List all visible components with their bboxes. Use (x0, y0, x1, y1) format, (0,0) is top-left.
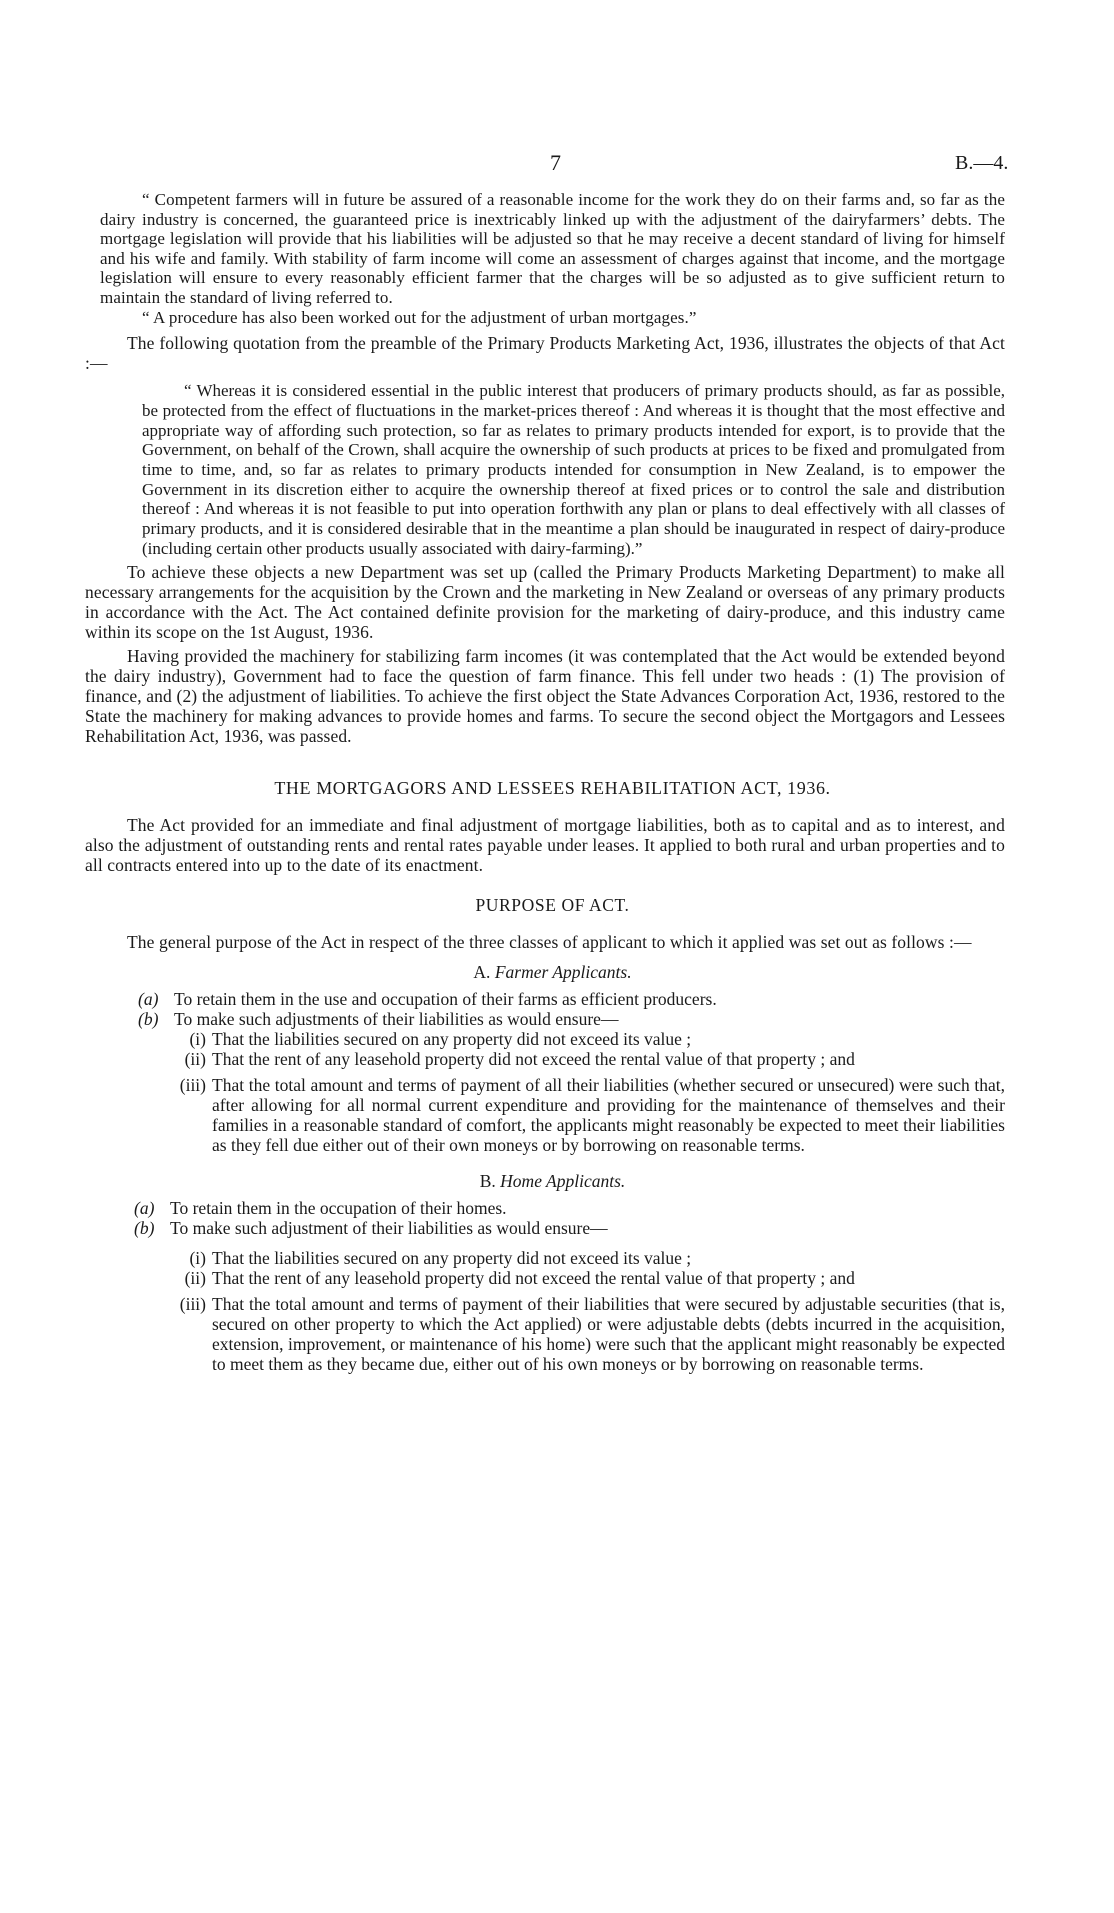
sub-text: That the total amount and terms of payment of all their liabilities (whether secured or unsecured) were such that, after allowing for all normal current expenditure and providing for the maintenance of themselves and their families in a reasonable standard of comfort, the applicants might reasonably be expected to meet their liabilities as they fell due either out of their own moneys or by borrowing on reasonable terms. (212, 1075, 1005, 1156)
farmer-letter: A. (473, 962, 491, 983)
page-header (0, 150, 1114, 180)
list-text: To make such adjustment of their liabilities as would ensure— (170, 1218, 608, 1239)
list-marker: (a) (134, 1198, 155, 1219)
list-text: To retain them in the use and occupation of their farms as efficient producers. (174, 989, 717, 1010)
home-subitem-ii (100, 1268, 1005, 1288)
paragraph-purpose: The general purpose of the Act in respect of the three classes of applicant to which it applied was set out as follows :— (127, 932, 972, 953)
quote-paragraph: “ A procedure has also been worked out for the adjustment of urban mortgages.” (142, 307, 697, 327)
farmer-applicants-heading (100, 962, 1005, 983)
sub-marker: (iii) (179, 1294, 206, 1315)
sub-marker: (i) (189, 1248, 206, 1269)
home-title: Home Applicants. (500, 1171, 626, 1192)
sub-text: That the total amount and terms of payment of their liabilities that were secured by adjustable securities (that is, secured on other property to which the Act applied) or were adjustable debts (debts incurred in the acquisition, extension, improvement, or maintenance of his home) were such that the applicant might reasonably be expected to meet them as they became due, either out of his own moneys or by borrowing on reasonable terms. (212, 1294, 1005, 1375)
sub-marker: (ii) (184, 1268, 206, 1289)
purpose-heading: PURPOSE OF ACT. (475, 895, 630, 916)
sub-text: That the liabilities secured on any property did not exceed its value ; (212, 1248, 692, 1269)
home-subitem-i (100, 1248, 1005, 1268)
section-heading: THE MORTGAGORS AND LESSEES REHABILITATION ACT, 1936. (274, 778, 831, 799)
page-number: 7 (550, 150, 561, 175)
farmer-subitem-ii (100, 1049, 1005, 1069)
list-text: To retain them in the occupation of their homes. (170, 1198, 507, 1219)
home-applicants-heading (100, 1171, 1005, 1192)
sub-text: That the liabilities secured on any property did not exceed its value ; (212, 1029, 692, 1050)
sub-text: That the rent of any leasehold property did not exceed the rental value of that property ; and (212, 1268, 855, 1289)
list-marker: (b) (138, 1009, 159, 1030)
farmer-subitem-i (100, 1029, 1005, 1049)
farmer-subitem-iii (100, 1075, 1005, 1155)
quote-block-farmers (100, 190, 1005, 327)
paragraph-act: The Act provided for an immediate and final adjustment of mortgage liabilities, both as to capital and as to interest, and also the adjustment of outstanding rents and rental rates payable under leases. It applied to both rural and urban properties and to all contracts entered into up to the date of its enactment. (85, 815, 1005, 876)
preamble-quote: “ Whereas it is considered essential in the public interest that producers of primary products should, as far as possible, be protected from the effect of fluctuations in the market-prices thereof : And whereas it is thought that the most effective and appropriate way of affording such protection, so far as relates to primary products intended for export, is to provide that the Government, on behalf of the Crown, shall acquire the ownership of such products at prices to be fixed and promulgated from time to time, and, so far as relates to primary products intended for consumption in New Zealand, is to empower the Government in its discretion either to acquire the ownership thereof at fixed prices or to control the sale and distribution thereof : And whereas it is not feasible to put into operation forthwith any plan or plans to deal effectively with all classes of primary products, and it is considered desirable that in the meantime a plan should be inaugurated in respect of dairy-produce (including certain other products usually associated with dairy-farming).” (142, 381, 1005, 558)
home-letter: B. (479, 1171, 496, 1192)
sub-marker: (iii) (179, 1075, 206, 1096)
quote-paragraph: “ Competent farmers will in future be assured of a reasonable income for the work they do on their farms and, so far as the dairy industry is concerned, the guaranteed price is inextricably linked up with the adjustment of the dairyfarmers’ debts. The mortgage legislation will provide that his liabilities will be adjusted so that he may receive a decent standard of living for himself and his wife and family. With stability of farm income will come an assessment of charges against that income, and the mortgage legislation will ensure to every reasonably efficient farmer that the charges will be so adjusted as to give sufficient return to maintain the standard of living referred to. (100, 190, 1005, 307)
home-item-b (100, 1218, 1005, 1238)
list-text: To make such adjustments of their liabilities as would ensure— (174, 1009, 619, 1030)
intro-paragraph: The following quotation from the preamble of the Primary Products Marketing Act, 1936, illustrates the objects of that Act :— (85, 333, 1005, 374)
list-marker: (b) (134, 1218, 155, 1239)
farmer-title: Farmer Applicants. (494, 962, 632, 983)
sub-text: That the rent of any leasehold property did not exceed the rental value of that property ; and (212, 1049, 855, 1070)
list-marker: (a) (138, 989, 159, 1010)
paragraph-machinery: Having provided the machinery for stabilizing farm incomes (it was contemplated that the Act would be extended beyond the dairy industry), Government had to face the question of farm finance. This fell under two heads : (1) The provision of finance, and (2) the adjustment of liabilities. To achieve the first object the State Advances Corporation Act, 1936, restored to the State the machinery for making advances to provide homes and farms. To secure the second object the Mortgagors and Lessees Rehabilitation Act, 1936, was passed. (85, 646, 1005, 747)
home-item-a (100, 1198, 1005, 1218)
farmer-item-a (100, 989, 1005, 1009)
home-subitem-iii (100, 1294, 1005, 1374)
sub-marker: (ii) (184, 1049, 206, 1070)
paragraph-objects: To achieve these objects a new Department was set up (called the Primary Products Marketing Department) to make all necessary arrangements for the acquisition by the Crown and the marketing in New Zealand or overseas of any primary products in accordance with the Act. The Act contained definite provision for the marketing of dairy-produce, and this industry came within its scope on the 1st August, 1936. (85, 562, 1005, 643)
farmer-item-b (100, 1009, 1005, 1029)
page-body (85, 190, 1005, 1375)
document-reference: B.—4. (955, 152, 1009, 174)
sub-marker: (i) (189, 1029, 206, 1050)
